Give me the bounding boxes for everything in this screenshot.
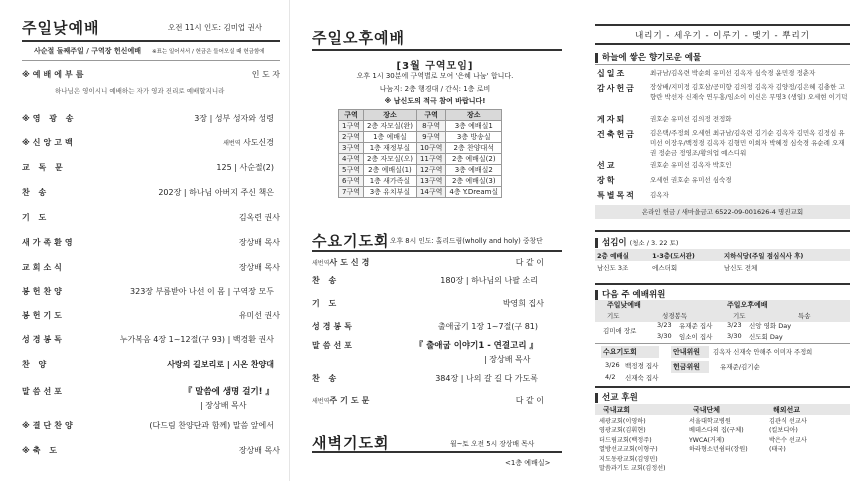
- group-table-row: 6구역 1층 새가족실 13구역 2층 예배실(3): [339, 176, 502, 187]
- group-table-row: 7구역 3층 유치부실 14구역 4층 Y.Dream실: [339, 187, 502, 198]
- divider: [595, 64, 850, 65]
- offer-mission-label: 선교: [597, 161, 617, 170]
- order-offering-prayer: 봉헌기도 유미선 권사: [22, 310, 280, 320]
- wed-hymn2: 찬 송 384장 | 나의 갈 길 다 가도록: [312, 373, 538, 383]
- dawn-time: 월~토 오전 5시 장상배 목사: [450, 440, 535, 448]
- wed-hymn1: 찬 송 180장 | 하나님의 나팔 소리: [312, 275, 538, 285]
- wednesday-time: 오후 8시 인도: 홀리드림(wholly and holy) 중창단: [390, 237, 543, 245]
- mission-item: 열방선교교회(이형구): [599, 446, 658, 454]
- mission-item: 베데스다의 집(구체): [689, 427, 744, 435]
- mission-domestic-orgs: [689, 417, 748, 455]
- divider: [595, 24, 850, 26]
- order-hymn: 찬 송 202장 | 하나님 아버지 주신 책은: [22, 187, 274, 197]
- order-prayer: 기 도 김옥련 권사: [22, 212, 280, 222]
- mission-item: 하라형소년쉼터(장원): [689, 446, 748, 454]
- divider: [312, 250, 562, 252]
- sunday-afternoon-column: [290, 0, 575, 481]
- next-wed-label: 수요기도회: [603, 348, 637, 356]
- order-scripture: 성경봉독 누가복음 4장 1~12절(구 93) | 백경환 권사: [22, 334, 274, 344]
- guide-table: 2층 예배실 1-3층(도서관) 지하식당(주일 점심식사 후) 남신도 3조 에스더회 남신도 전체: [595, 249, 850, 273]
- offer-3-names: 권호순 유미선 김의정 전정화: [650, 115, 732, 123]
- call-verse: 하나님은 영이시니 예배하는 자가 영과 진리로 예배할지니라: [55, 87, 225, 95]
- divider: [22, 60, 280, 61]
- order-call-to-worship: ※예배에부름 인 도 자: [22, 69, 280, 79]
- mission-item: (킬보디아): [769, 427, 798, 435]
- service-note: 사순절 둘째주일 / 구역장 헌신예배: [34, 47, 141, 55]
- offer-building-names: 김은택/주정희 오세헌 최규남/김옥련 김기순 김옥자 김민옥 김정심 유미선 이장우/백정경 김옥자 김형민 이희자 박혜정 심숙경 유순례 오재권 정순금 정영조/황의업 예스디워: [650, 129, 845, 157]
- group-line3: ※ 남신도의 적극 참여 바랍니다!: [384, 97, 486, 105]
- next-usher-label: 안내위원: [673, 348, 701, 356]
- next-head-afternoon: 주일오후예배: [727, 301, 768, 309]
- offer-thanks-names: 장상배/지미정 김호삼/공미향 김의정 김옥자 김양정/김은혜 김충한 고향란 박선자 신재숙 연두홍/임소이 이신은 무명3 (생일) 오세현 이기덕: [650, 83, 848, 101]
- offer-tithe-names: 최규남/김옥련 박순희 유미선 김옥자 심숙경 윤민경 정춘자: [650, 69, 816, 77]
- news-column: 내리기 - 세우기 - 이루기 - 맺기 - 뿌리기 하늘에 쌓은 향기로운 예물 십일조 최규남/김옥련 박순희 유미선 김옥자 심숙경 윤민경 정춘자 감사헌금 장상배/지미정 김호삼/공미향 김의정 김옥자 김양정/김은혜 김충한 고향란 박선자 신재숙 연두홍/임소이 이신은 무명3 (생일) 오세현 이기덕 게자퇴 권호순 유미선 김의정 전정화 건축헌금 김은택/주정희 오세헌 최규남/김옥련 김기순 김옥자 김민옥 김정심 유미선 이장우/백정경 김옥자 김형민 이희자 박혜정 심숙경 유순례 오재권 정순금 정영조/황의업 예스디워 선교 권호순 유미선 김옥자 박호인 장학 오세헌 권호순 유미선 심숙경 특별목적 김옥자 온라인 헌금 / 새마을금고 6522-09-001626-4 명진교회 섬김이 (청소 / 3. 22 토) 2층 예배실 1-3층(도서관) 지하식당(주일 점심식사 후) 남신도 3조 에스더회 남신도 전체 다음 주 예배위원 주일낮예배 주일오후예배 기도 성경봉독 기도 특송 김미애 장로 3/23 유재준 집사 3/23 신앙 영화 Day 3/30 임소이 집사 3/30 신도회 Day 수요기도회 안내위원 김옥자 신재숙 안해주 이미자 주정희 3/26 백정경 집사 4/2 신재숙 집사 헌금위원 유재준/김기순 선교 후원 국내교회 국내단체 해외선교 세광교회(이영하) 영광교회(김휘현) 더드림교회(백정주) 열방선교교회(이형구) 지도동광교회(김영민) 말씀과기도 교회(김정선) 서울대학교병원 베데스다의 집(구체) YWCA(거제) 하라형소년쉼터(장원) 김관식 선교사 (킬보디아) 박은수 선교사 (태국): [585, 0, 860, 481]
- divider: [22, 40, 280, 42]
- mission-title: 선교 후원: [595, 391, 638, 403]
- mission-item: 김관식 선교사: [769, 418, 807, 425]
- group-line2: 나눔지: 2층 행경대 / 간식: 1층 로비: [379, 85, 491, 93]
- wed-scripture: 성경봉독 출애굽기 1장 1~7절(구 81): [312, 321, 538, 331]
- wed-lords-prayer: 새번역주기도문 다 같 이: [312, 395, 544, 405]
- offer-tithe-label: 십일조: [597, 69, 627, 78]
- mission-item: YWCA(거제): [689, 436, 725, 444]
- mission-overseas: [769, 417, 807, 455]
- next-ushers: 김옥자 신재숙 안해주 이미자 주정희: [713, 349, 813, 356]
- offer-committee-names: 유재준/김기순: [720, 363, 760, 371]
- dawn-title: 새벽기도회: [312, 434, 390, 452]
- mission-item: 말씀과기도 교회(김정선): [599, 465, 666, 473]
- mission-domestic-churches: [599, 417, 666, 473]
- group-table-row: 5구역 2층 예배실(1) 12구역 3층 예배실2: [339, 165, 502, 176]
- order-creed: ※신앙고백 새번역 사도신경: [22, 137, 274, 147]
- standing-note: ※표는 일어서서 / 헌금은 들어오실 때 헌금함에: [152, 49, 265, 55]
- guide-title: 섬김이 (청소 / 3. 22 토): [595, 236, 678, 248]
- offer-scholar-names: 오세헌 권호순 유미선 심숙경: [650, 176, 732, 184]
- wed-preacher: | 장상배 목사: [484, 355, 531, 364]
- order-benediction: ※축 도 장상배 목사: [22, 445, 280, 455]
- wed-prayer: 기 도 박영희 집사: [312, 298, 544, 308]
- sunday-morning-column: [0, 0, 290, 481]
- mission-item: 세광교회(이영하): [599, 418, 646, 425]
- afternoon-title: 주일오후예배: [312, 29, 405, 47]
- group-table-row: 2구역 1층 예배실 9구역 3층 방송실: [339, 132, 502, 143]
- mission-item: 서울대학교병원: [689, 418, 731, 425]
- divider: [595, 386, 850, 388]
- order-anthem: 찬 양 사랑의 길보리로 | 시온 찬양대: [22, 359, 274, 369]
- divider: [595, 43, 850, 45]
- group-table-row: 1구역 2층 자모실(완) 8구역 3층 예배실1: [339, 121, 502, 132]
- next-head-morning: 주일낮예배: [607, 301, 641, 309]
- next-week-title: 다음 주 예배위원: [595, 288, 665, 300]
- order-offertory: 봉헌찬양 323장 부름받아 나선 이 몸 | 구역장 모두: [22, 286, 274, 296]
- mission-item: 박은수 선교사: [769, 436, 807, 444]
- mission-item: 더드림교회(백정주): [599, 436, 652, 444]
- offer-3-label: 게자퇴: [597, 115, 627, 124]
- offering-title: 하늘에 쌓은 향기로운 예물: [595, 51, 701, 63]
- online-offering: 온라인 헌금 / 새마을금고 6522-09-001626-4 명진교회: [595, 205, 850, 219]
- offer-scholar-label: 장학: [597, 176, 617, 185]
- sunday-morning-title: 주일낮예배: [22, 19, 100, 37]
- group-line1: 오후 1시 30분에 구역별로 모여 '은혜 나눔' 합니다.: [356, 72, 514, 80]
- offer-special-label: 특별목적: [597, 191, 636, 200]
- offer-committee-label: 헌금위원: [673, 363, 701, 371]
- next-prayer-leader: 김미애 장로: [603, 327, 637, 335]
- wednesday-title: 수요기도회: [312, 232, 390, 250]
- order-news: 교회소식 장상배 목사: [22, 262, 280, 272]
- divider: [312, 49, 562, 51]
- sermon-preacher: | 장상배 목사: [200, 401, 247, 410]
- offer-mission-names: 권호순 유미선 김옥자 박호인: [650, 161, 732, 169]
- divider: [312, 451, 562, 453]
- offer-thanks-label: 감사헌금: [597, 84, 636, 93]
- group-location-table: 구역 장소 구역 장소 1구역 2층 자모실(완) 8구역 3층 예배실1 2구역 1층 예배실 9구역 3층 방송실 3구역 1층 재정부실 10구역 2층 찬양대석 4구역 2층 자모실(오) 11구역 2층 예배실(2) 5구역 2층 예배실(1) 12구역 3층 예배실2 6구역 1층 새가족실 13구역 2층 예배실(3) 7구역 3층 유치부실 14구역 4층 Y.Dream실: [338, 109, 502, 198]
- wed-creed: 새번역사도신경 다 같 이: [312, 257, 544, 267]
- offer-building-label: 건축헌금: [597, 130, 636, 139]
- sunday-morning-time: 오전 11시 인도: 김미업 권사: [168, 23, 263, 32]
- wed-sermon: 말씀선포 『 출애굽 이야기1 - 연결고리 』: [312, 340, 538, 351]
- divider: [595, 283, 850, 285]
- offer-special-names: 김옥자: [650, 191, 669, 199]
- group-title: [3월 구역모임]: [396, 61, 474, 72]
- order-welcome: 새가족환영 장상배 목사: [22, 237, 280, 247]
- mission-item: (태국): [769, 446, 786, 454]
- order-response-hymn: ※결단찬양 (다드림 찬양단과 함께) 말씀 앞에서: [22, 420, 274, 430]
- order-responsive-reading: 교 독 문 125 | 사순절(2): [22, 162, 274, 172]
- dawn-place: <1층 예배실>: [505, 459, 551, 467]
- order-sermon: 말씀선포 『 말씀에 생명 걸기! 』: [22, 386, 274, 397]
- group-table-row: 3구역 1층 재정부실 10구역 2층 찬양대석: [339, 143, 502, 154]
- divider: [595, 230, 850, 232]
- church-motto: 내리기 - 세우기 - 이루기 - 맺기 - 뿌리기: [635, 31, 810, 41]
- order-gloria: ※영 광 송 3장 | 성부 성자와 성령: [22, 113, 274, 123]
- mission-item: 영광교회(김휘현): [599, 427, 646, 435]
- mission-item: 지도동광교회(김영민): [599, 455, 658, 463]
- group-table-row: 4구역 2층 자모실(오) 11구역 2층 예배실(2): [339, 154, 502, 165]
